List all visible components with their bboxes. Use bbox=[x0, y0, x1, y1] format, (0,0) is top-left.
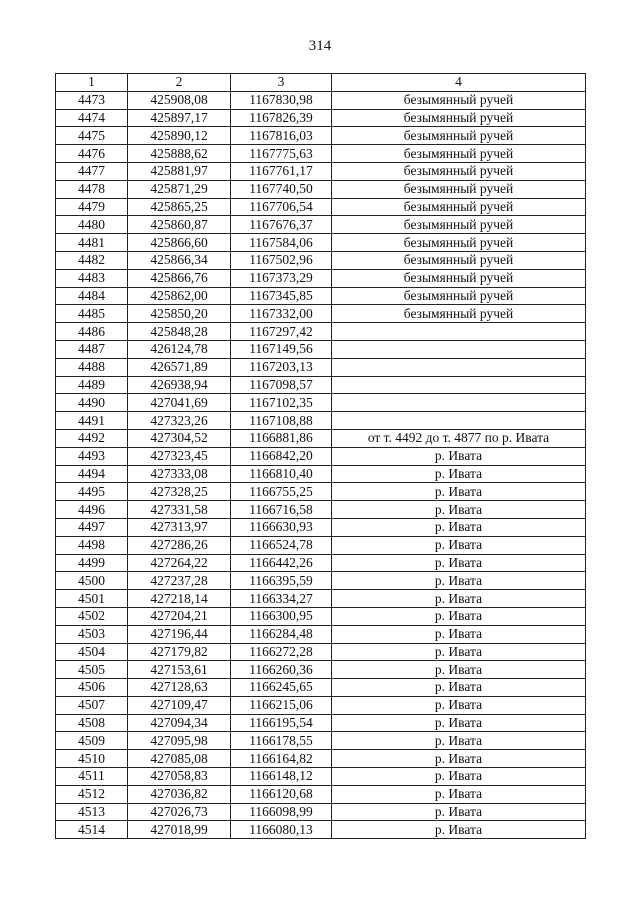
x-coordinate-cell: 427041,69 bbox=[128, 394, 231, 412]
description-cell: безымянный ручей bbox=[332, 234, 586, 252]
y-coordinate-cell: 1167584,06 bbox=[231, 234, 332, 252]
description-cell: р. Ивата bbox=[332, 661, 586, 679]
description-cell: безымянный ручей bbox=[332, 180, 586, 198]
table-row bbox=[56, 127, 586, 145]
table-row bbox=[56, 180, 586, 198]
x-coordinate-cell: 427196,44 bbox=[128, 625, 231, 643]
description-cell: р. Ивата bbox=[332, 625, 586, 643]
x-coordinate-cell: 425865,25 bbox=[128, 198, 231, 216]
point-number-cell: 4479 bbox=[56, 198, 128, 216]
table-row bbox=[56, 483, 586, 501]
point-number-cell: 4508 bbox=[56, 714, 128, 732]
y-coordinate-cell: 1167502,96 bbox=[231, 251, 332, 269]
y-coordinate-cell: 1167102,35 bbox=[231, 394, 332, 412]
point-number-cell: 4501 bbox=[56, 590, 128, 608]
table-row bbox=[56, 412, 586, 430]
column-header-4: 4 bbox=[332, 74, 586, 92]
point-number-cell: 4513 bbox=[56, 803, 128, 821]
point-number-cell: 4486 bbox=[56, 323, 128, 341]
y-coordinate-cell: 1167108,88 bbox=[231, 412, 332, 430]
x-coordinate-cell: 427328,25 bbox=[128, 483, 231, 501]
description-cell: р. Ивата bbox=[332, 536, 586, 554]
table-row bbox=[56, 109, 586, 127]
table-row bbox=[56, 465, 586, 483]
point-number-cell: 4477 bbox=[56, 162, 128, 180]
point-number-cell: 4500 bbox=[56, 572, 128, 590]
x-coordinate-cell: 427085,08 bbox=[128, 750, 231, 768]
y-coordinate-cell: 1167826,39 bbox=[231, 109, 332, 127]
x-coordinate-cell: 425862,00 bbox=[128, 287, 231, 305]
table-row bbox=[56, 732, 586, 750]
y-coordinate-cell: 1166755,25 bbox=[231, 483, 332, 501]
table-row bbox=[56, 518, 586, 536]
y-coordinate-cell: 1167761,17 bbox=[231, 162, 332, 180]
page-number: 314 bbox=[308, 38, 332, 54]
point-number-cell: 4483 bbox=[56, 269, 128, 287]
description-cell: безымянный ручей bbox=[332, 91, 586, 109]
table-row bbox=[56, 162, 586, 180]
point-number-cell: 4505 bbox=[56, 661, 128, 679]
x-coordinate-cell: 427333,08 bbox=[128, 465, 231, 483]
point-number-cell: 4475 bbox=[56, 127, 128, 145]
x-coordinate-cell: 427264,22 bbox=[128, 554, 231, 572]
description-cell bbox=[332, 376, 586, 394]
y-coordinate-cell: 1166215,06 bbox=[231, 696, 332, 714]
table-row bbox=[56, 590, 586, 608]
y-coordinate-cell: 1166630,93 bbox=[231, 518, 332, 536]
x-coordinate-cell: 427026,73 bbox=[128, 803, 231, 821]
point-number-cell: 4504 bbox=[56, 643, 128, 661]
description-cell bbox=[332, 358, 586, 376]
y-coordinate-cell: 1167816,03 bbox=[231, 127, 332, 145]
point-number-cell: 4510 bbox=[56, 750, 128, 768]
point-number-cell: 4480 bbox=[56, 216, 128, 234]
table-row bbox=[56, 714, 586, 732]
x-coordinate-cell: 427179,82 bbox=[128, 643, 231, 661]
table-row bbox=[56, 305, 586, 323]
description-cell bbox=[332, 394, 586, 412]
x-coordinate-cell: 425866,34 bbox=[128, 251, 231, 269]
x-coordinate-cell: 427204,21 bbox=[128, 607, 231, 625]
y-coordinate-cell: 1166842,20 bbox=[231, 447, 332, 465]
y-coordinate-cell: 1167830,98 bbox=[231, 91, 332, 109]
point-number-cell: 4487 bbox=[56, 340, 128, 358]
y-coordinate-cell: 1167775,63 bbox=[231, 145, 332, 163]
point-number-cell: 4473 bbox=[56, 91, 128, 109]
table-row bbox=[56, 358, 586, 376]
description-cell: р. Ивата bbox=[332, 607, 586, 625]
description-cell: р. Ивата bbox=[332, 732, 586, 750]
x-coordinate-cell: 426124,78 bbox=[128, 340, 231, 358]
description-cell: безымянный ручей bbox=[332, 198, 586, 216]
description-cell: безымянный ручей bbox=[332, 269, 586, 287]
x-coordinate-cell: 427313,97 bbox=[128, 518, 231, 536]
point-number-cell: 4493 bbox=[56, 447, 128, 465]
description-cell: р. Ивата bbox=[332, 465, 586, 483]
point-number-cell: 4498 bbox=[56, 536, 128, 554]
point-number-cell: 4481 bbox=[56, 234, 128, 252]
point-number-cell: 4490 bbox=[56, 394, 128, 412]
table-row bbox=[56, 803, 586, 821]
table-body bbox=[56, 91, 586, 838]
table-row bbox=[56, 198, 586, 216]
table-row bbox=[56, 287, 586, 305]
y-coordinate-cell: 1166395,59 bbox=[231, 572, 332, 590]
y-coordinate-cell: 1166334,27 bbox=[231, 590, 332, 608]
point-number-cell: 4514 bbox=[56, 821, 128, 839]
table-row bbox=[56, 376, 586, 394]
x-coordinate-cell: 425888,62 bbox=[128, 145, 231, 163]
x-coordinate-cell: 427237,28 bbox=[128, 572, 231, 590]
description-cell: безымянный ручей bbox=[332, 251, 586, 269]
y-coordinate-cell: 1166098,99 bbox=[231, 803, 332, 821]
y-coordinate-cell: 1167297,42 bbox=[231, 323, 332, 341]
table-row bbox=[56, 572, 586, 590]
point-number-cell: 4496 bbox=[56, 501, 128, 519]
x-coordinate-cell: 425860,87 bbox=[128, 216, 231, 234]
description-cell: р. Ивата bbox=[332, 679, 586, 697]
table-row bbox=[56, 679, 586, 697]
point-number-cell: 4511 bbox=[56, 768, 128, 786]
x-coordinate-cell: 427036,82 bbox=[128, 785, 231, 803]
y-coordinate-cell: 1167149,56 bbox=[231, 340, 332, 358]
description-cell: р. Ивата bbox=[332, 501, 586, 519]
x-coordinate-cell: 425848,28 bbox=[128, 323, 231, 341]
x-coordinate-cell: 425866,60 bbox=[128, 234, 231, 252]
point-number-cell: 4476 bbox=[56, 145, 128, 163]
table-row bbox=[56, 750, 586, 768]
y-coordinate-cell: 1166810,40 bbox=[231, 465, 332, 483]
table-row bbox=[56, 696, 586, 714]
y-coordinate-cell: 1166195,54 bbox=[231, 714, 332, 732]
x-coordinate-cell: 427153,61 bbox=[128, 661, 231, 679]
point-number-cell: 4488 bbox=[56, 358, 128, 376]
x-coordinate-cell: 427331,58 bbox=[128, 501, 231, 519]
x-coordinate-cell: 427058,83 bbox=[128, 768, 231, 786]
description-cell: р. Ивата bbox=[332, 696, 586, 714]
point-number-cell: 4512 bbox=[56, 785, 128, 803]
point-number-cell: 4507 bbox=[56, 696, 128, 714]
table-row bbox=[56, 643, 586, 661]
description-cell: безымянный ручей bbox=[332, 216, 586, 234]
y-coordinate-cell: 1167740,50 bbox=[231, 180, 332, 198]
x-coordinate-cell: 425890,12 bbox=[128, 127, 231, 145]
description-cell: безымянный ручей bbox=[332, 109, 586, 127]
table-row bbox=[56, 501, 586, 519]
x-coordinate-cell: 427128,63 bbox=[128, 679, 231, 697]
table-row bbox=[56, 607, 586, 625]
table-row bbox=[56, 768, 586, 786]
y-coordinate-cell: 1166120,68 bbox=[231, 785, 332, 803]
y-coordinate-cell: 1166716,58 bbox=[231, 501, 332, 519]
x-coordinate-cell: 425866,76 bbox=[128, 269, 231, 287]
y-coordinate-cell: 1166442,26 bbox=[231, 554, 332, 572]
table-row bbox=[56, 661, 586, 679]
x-coordinate-cell: 425908,08 bbox=[128, 91, 231, 109]
description-cell: от т. 4492 до т. 4877 по р. Ивата bbox=[332, 429, 586, 447]
y-coordinate-cell: 1166524,78 bbox=[231, 536, 332, 554]
y-coordinate-cell: 1167332,00 bbox=[231, 305, 332, 323]
point-number-cell: 4506 bbox=[56, 679, 128, 697]
coordinates-table bbox=[55, 73, 586, 839]
y-coordinate-cell: 1166260,36 bbox=[231, 661, 332, 679]
description-cell: безымянный ручей bbox=[332, 287, 586, 305]
table-row bbox=[56, 340, 586, 358]
point-number-cell: 4484 bbox=[56, 287, 128, 305]
x-coordinate-cell: 427094,34 bbox=[128, 714, 231, 732]
point-number-cell: 4497 bbox=[56, 518, 128, 536]
y-coordinate-cell: 1166284,48 bbox=[231, 625, 332, 643]
description-cell: безымянный ручей bbox=[332, 127, 586, 145]
x-coordinate-cell: 427218,14 bbox=[128, 590, 231, 608]
x-coordinate-cell: 427095,98 bbox=[128, 732, 231, 750]
table-row bbox=[56, 625, 586, 643]
description-cell: р. Ивата bbox=[332, 554, 586, 572]
point-number-cell: 4489 bbox=[56, 376, 128, 394]
point-number-cell: 4482 bbox=[56, 251, 128, 269]
point-number-cell: 4492 bbox=[56, 429, 128, 447]
x-coordinate-cell: 427323,45 bbox=[128, 447, 231, 465]
description-cell: р. Ивата bbox=[332, 785, 586, 803]
point-number-cell: 4495 bbox=[56, 483, 128, 501]
x-coordinate-cell: 425850,20 bbox=[128, 305, 231, 323]
description-cell: р. Ивата bbox=[332, 714, 586, 732]
point-number-cell: 4491 bbox=[56, 412, 128, 430]
description-cell: р. Ивата bbox=[332, 518, 586, 536]
description-cell: р. Ивата bbox=[332, 447, 586, 465]
y-coordinate-cell: 1166881,86 bbox=[231, 429, 332, 447]
description-cell: р. Ивата bbox=[332, 643, 586, 661]
x-coordinate-cell: 427304,52 bbox=[128, 429, 231, 447]
point-number-cell: 4499 bbox=[56, 554, 128, 572]
description-cell: безымянный ручей bbox=[332, 305, 586, 323]
description-cell bbox=[332, 323, 586, 341]
table-header-row bbox=[56, 74, 586, 92]
point-number-cell: 4478 bbox=[56, 180, 128, 198]
description-cell: р. Ивата bbox=[332, 750, 586, 768]
y-coordinate-cell: 1166148,12 bbox=[231, 768, 332, 786]
description-cell: безымянный ручей bbox=[332, 162, 586, 180]
y-coordinate-cell: 1166080,13 bbox=[231, 821, 332, 839]
table-row bbox=[56, 447, 586, 465]
description-cell: р. Ивата bbox=[332, 572, 586, 590]
description-cell: безымянный ручей bbox=[332, 145, 586, 163]
point-number-cell: 4509 bbox=[56, 732, 128, 750]
x-coordinate-cell: 425881,97 bbox=[128, 162, 231, 180]
description-cell bbox=[332, 340, 586, 358]
x-coordinate-cell: 427286,26 bbox=[128, 536, 231, 554]
table-row bbox=[56, 216, 586, 234]
table-row bbox=[56, 251, 586, 269]
table-row bbox=[56, 234, 586, 252]
description-cell: р. Ивата bbox=[332, 768, 586, 786]
table-row bbox=[56, 91, 586, 109]
point-number-cell: 4503 bbox=[56, 625, 128, 643]
point-number-cell: 4502 bbox=[56, 607, 128, 625]
description-cell: р. Ивата bbox=[332, 590, 586, 608]
description-cell: р. Ивата bbox=[332, 803, 586, 821]
x-coordinate-cell: 427323,26 bbox=[128, 412, 231, 430]
table-row bbox=[56, 554, 586, 572]
y-coordinate-cell: 1167098,57 bbox=[231, 376, 332, 394]
table-row bbox=[56, 429, 586, 447]
table-row bbox=[56, 536, 586, 554]
point-number-cell: 4494 bbox=[56, 465, 128, 483]
column-header-1: 1 bbox=[56, 74, 128, 92]
x-coordinate-cell: 425897,17 bbox=[128, 109, 231, 127]
y-coordinate-cell: 1166245,65 bbox=[231, 679, 332, 697]
y-coordinate-cell: 1167373,29 bbox=[231, 269, 332, 287]
x-coordinate-cell: 425871,29 bbox=[128, 180, 231, 198]
table-row bbox=[56, 145, 586, 163]
x-coordinate-cell: 426938,94 bbox=[128, 376, 231, 394]
table-row bbox=[56, 785, 586, 803]
point-number-cell: 4485 bbox=[56, 305, 128, 323]
description-cell: р. Ивата bbox=[332, 483, 586, 501]
x-coordinate-cell: 427018,99 bbox=[128, 821, 231, 839]
description-cell bbox=[332, 412, 586, 430]
table-row bbox=[56, 821, 586, 839]
description-cell: р. Ивата bbox=[332, 821, 586, 839]
column-header-2: 2 bbox=[128, 74, 231, 92]
x-coordinate-cell: 426571,89 bbox=[128, 358, 231, 376]
table-row bbox=[56, 394, 586, 412]
y-coordinate-cell: 1166272,28 bbox=[231, 643, 332, 661]
y-coordinate-cell: 1166164,82 bbox=[231, 750, 332, 768]
point-number-cell: 4474 bbox=[56, 109, 128, 127]
y-coordinate-cell: 1167706,54 bbox=[231, 198, 332, 216]
y-coordinate-cell: 1167345,85 bbox=[231, 287, 332, 305]
x-coordinate-cell: 427109,47 bbox=[128, 696, 231, 714]
column-header-3: 3 bbox=[231, 74, 332, 92]
y-coordinate-cell: 1166300,95 bbox=[231, 607, 332, 625]
table-row bbox=[56, 323, 586, 341]
y-coordinate-cell: 1167676,37 bbox=[231, 216, 332, 234]
y-coordinate-cell: 1167203,13 bbox=[231, 358, 332, 376]
table-row bbox=[56, 269, 586, 287]
y-coordinate-cell: 1166178,55 bbox=[231, 732, 332, 750]
